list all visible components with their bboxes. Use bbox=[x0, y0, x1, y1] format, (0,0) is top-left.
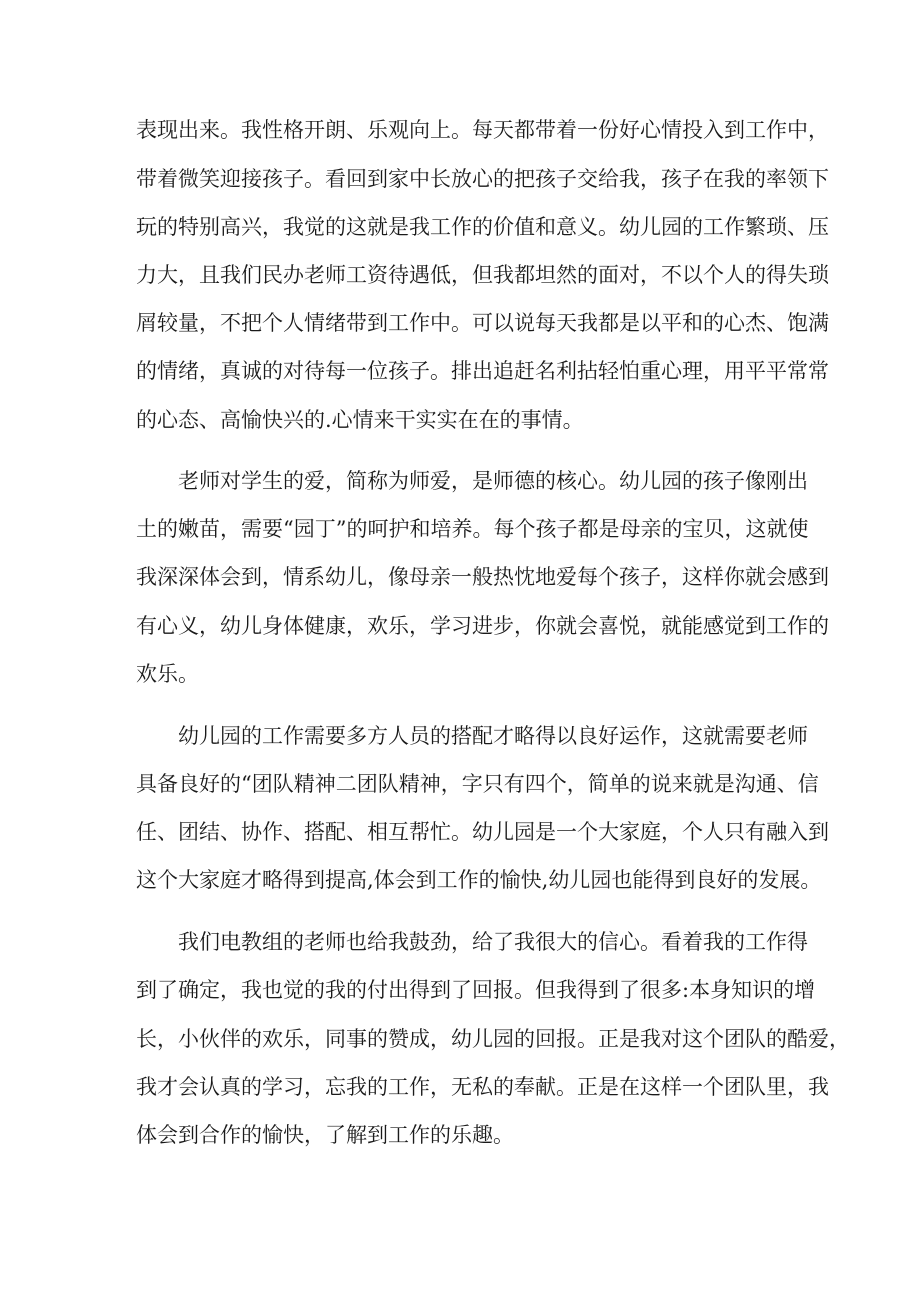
text-line: 的心态、高愉快兴的.心情来干实实在在的事情。 bbox=[136, 408, 584, 432]
text-line: 带着微笑迎接孩子。看回到家中长放心的把孩子交给我，孩子在我的率领下 bbox=[136, 167, 829, 191]
text-line: 这个大家庭才略得到提高,体会到工作的愉快,幼儿园也能得到良好的发展。 bbox=[136, 868, 822, 892]
text-line: 的情绪，真诚的对待每一位孩子。排出追赶名利拈轻怕重心理，用平平常常 bbox=[136, 359, 829, 383]
text-line: 表现出来。我性格开朗、乐观向上。每天都带着一份好心情投入到工作中， bbox=[136, 118, 829, 142]
text-line: 老师对学生的爱，简称为师爱，是师德的核心。幼儿园的孩子像刚出 bbox=[178, 469, 808, 493]
text-line: 到了确定，我也觉的我的付出得到了回报。但我得到了很多:本身知识的增 bbox=[136, 978, 816, 1002]
text-line: 长，小伙伴的欢乐，同事的赞成，幼儿园的回报。正是我对这个团队的酷爱， bbox=[136, 1027, 850, 1051]
text-line: 我们电教组的老师也给我鼓劲，给了我很大的信心。看着我的工作得 bbox=[178, 930, 808, 954]
text-line: 任、团结、协作、搭配、相互帮忙。幼儿园是一个大家庭，个人只有融入到 bbox=[136, 820, 829, 844]
text-line: 体会到合作的愉快，了解到工作的乐趣。 bbox=[136, 1123, 514, 1147]
text-line: 土的嫩苗，需要“园丁”的呵护和培养。每个孩子都是母亲的宝贝，这就使 bbox=[136, 517, 809, 541]
text-line: 欢乐。 bbox=[136, 662, 199, 686]
text-line: 有心义，幼儿身体健康，欢乐，学习进步，你就会喜悦，就能感觉到工作的 bbox=[136, 614, 829, 638]
text-line: 屑较量，不把个人情绪带到工作中。可以说每天我都是以平和的心杰、饱满 bbox=[136, 311, 829, 335]
text-line: 我深深体会到，情系幼儿，像母亲一般热忱地爱每个孩子，这样你就会感到 bbox=[136, 565, 829, 589]
text-line: 我才会认真的学习，忘我的工作，无私的奉献。正是在这样一个团队里，我 bbox=[136, 1075, 829, 1099]
text-line: 具备良好的“团队精神二团队精神，字只有四个，简单的说来就是沟通、信 bbox=[136, 772, 819, 796]
text-line: 幼儿园的工作需要多方人员的搭配才略得以良好运作，这就需要老师 bbox=[178, 724, 808, 748]
text-line: 力大，且我们民办老师工资待遇低，但我都坦然的面对，不以个人的得失琐 bbox=[136, 263, 829, 287]
text-line: 玩的特别高兴，我觉的这就是我工作的价值和意义。幼儿园的工作繁琐、压 bbox=[136, 215, 829, 239]
